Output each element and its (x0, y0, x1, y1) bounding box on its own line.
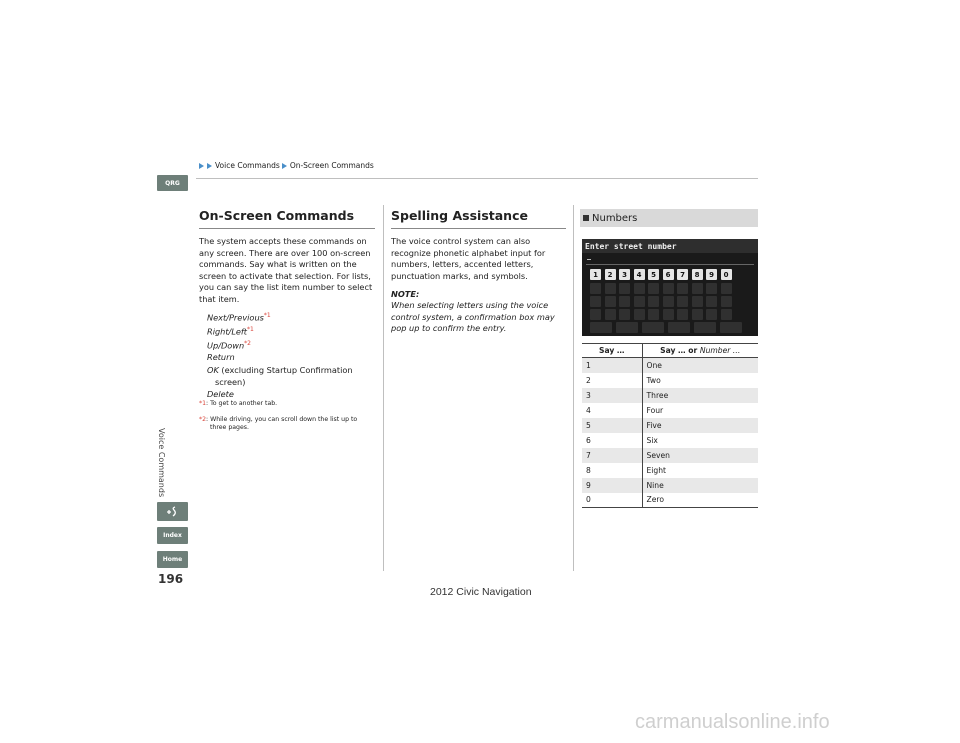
number-key-row (590, 269, 732, 280)
watermark: carmanualsonline.info (635, 711, 830, 733)
entry-cursor (587, 259, 591, 260)
table-row: 9 Nine (582, 478, 758, 493)
key-2: 2 (605, 269, 616, 280)
key-8: 8 (692, 269, 703, 280)
arrow-right-icon (207, 163, 212, 169)
key-1: 1 (590, 269, 601, 280)
home-tab[interactable]: Home (157, 551, 188, 568)
arrow-right-icon (199, 163, 204, 169)
column-header: Say … or Number … (642, 344, 758, 358)
command-list (207, 310, 353, 400)
disabled-function-row (590, 322, 742, 333)
table-row: 2 Two (582, 373, 758, 388)
page-number: 196 (158, 572, 184, 586)
key-4: 4 (634, 269, 645, 280)
command-item: Up/Down$^{*2}$ (207, 339, 251, 351)
index-tab[interactable]: Index (157, 527, 188, 544)
numbers-heading: Numbers (580, 209, 758, 227)
voice-command-tab[interactable] (157, 502, 188, 521)
on-screen-commands-body: The system accepts these commands on any screen. There are over 100 on-screen commands. Say what is written on the screen to activate that selection. For lists, you can say the list item number to select that item. (199, 236, 373, 304)
note-label: NOTE: (391, 289, 420, 299)
table-row: 7 Seven (582, 448, 758, 463)
side-chapter-label: Voice Commands (157, 428, 166, 498)
voice-icon (166, 506, 180, 518)
column-divider (383, 205, 384, 571)
column-divider (573, 205, 574, 571)
key-5: 5 (648, 269, 659, 280)
command-item: Delete (207, 388, 234, 399)
section-title-spelling-assistance: Spelling Assistance (391, 208, 528, 223)
header-divider (196, 178, 758, 179)
breadcrumb-item[interactable]: Voice Commands (215, 161, 280, 170)
spelling-assistance-body: The voice control system can also recognize phonetic alphabet input for numbers, letters, accented letters, punctuation marks, and symbols. (391, 236, 546, 281)
command-item: Return (207, 352, 235, 363)
disabled-key-row (590, 309, 732, 320)
footer-title: 2012 Civic Navigation (430, 586, 532, 598)
numbers-table (582, 343, 758, 508)
note-text: When selecting letters using the voice control system, a confirmation box may pop up to confirm the entry. (391, 300, 555, 334)
table-row: 4 Four (582, 403, 758, 418)
square-bullet-icon (583, 215, 589, 221)
table-header-row (582, 344, 758, 358)
qrg-tab[interactable]: QRG (157, 175, 188, 191)
footnote: *2: While driving, you can scroll down the list up to three pages. (199, 416, 358, 431)
table-row: 3 Three (582, 388, 758, 403)
title-underline (391, 228, 566, 229)
breadcrumb (199, 161, 374, 170)
navigation-screen-image (582, 239, 758, 336)
disabled-key-row (590, 283, 732, 294)
table-row: 5 Five (582, 418, 758, 433)
command-item: OK (excluding Startup Confirmation (207, 364, 353, 375)
command-item-continuation: screen) (215, 376, 246, 387)
key-7: 7 (677, 269, 688, 280)
title-underline (199, 228, 375, 229)
screen-entry-field (586, 257, 754, 265)
table-row: 6 Six (582, 433, 758, 448)
column-header: Say … (582, 344, 642, 358)
command-item: Next/Previous$^{*1}$ (207, 312, 271, 323)
screen-title: Enter street number (585, 242, 677, 251)
table-row: 8 Eight (582, 463, 758, 478)
key-6: 6 (663, 269, 674, 280)
command-item: Right/Left$^{*1}$ (207, 325, 254, 337)
key-3: 3 (619, 269, 630, 280)
table-row: 0 Zero (582, 493, 758, 508)
footnote: *1: To get to another tab. (199, 400, 278, 407)
disabled-key-row (590, 296, 732, 307)
key-9: 9 (706, 269, 717, 280)
arrow-right-icon (282, 163, 287, 169)
key-0: 0 (721, 269, 732, 280)
table-row: 1 One (582, 358, 758, 373)
breadcrumb-item[interactable]: On-Screen Commands (289, 161, 374, 170)
section-title-on-screen-commands: On-Screen Commands (199, 208, 355, 223)
